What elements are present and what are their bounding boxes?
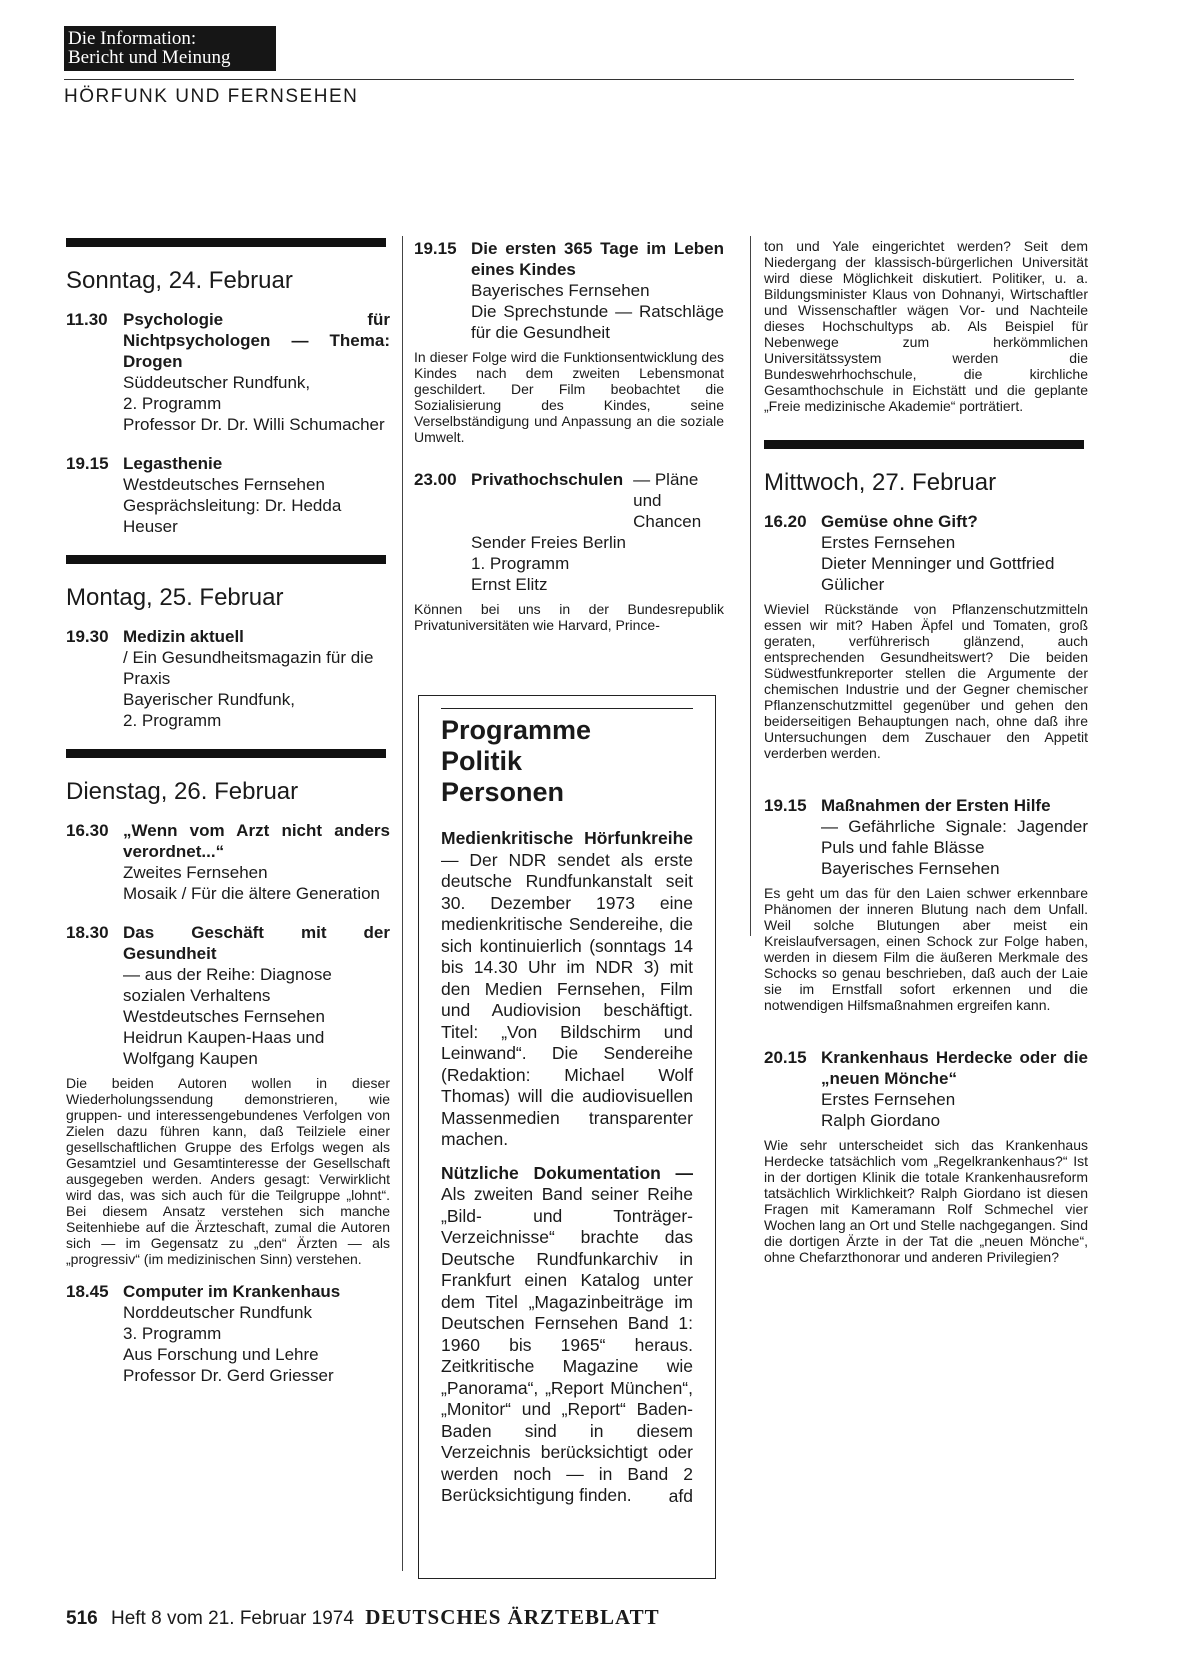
column-divider-2 xyxy=(750,236,751,936)
entry-person: Dieter Menninger und Gottfried Gülicher xyxy=(821,554,1055,594)
entry-title: Privathochschulen xyxy=(471,470,624,489)
header-rule xyxy=(64,79,1074,80)
day-bar xyxy=(66,749,386,758)
entry-channel: 3. Programm xyxy=(123,1324,222,1343)
entry-person: Heidrun Kaupen-Haas und Wolfgang Kaupen xyxy=(123,1028,325,1068)
day-heading-wednesday: Mittwoch, 27. Februar xyxy=(764,469,997,496)
entry-title: „Wenn vom Arzt nicht anders verordnet...“ xyxy=(123,821,390,861)
page-footer xyxy=(66,1605,660,1630)
entry-time: 19.15 xyxy=(414,239,457,258)
entry-channel: 2. Programm xyxy=(123,394,222,413)
badge-line-1: Die Information: xyxy=(68,28,197,49)
badge-line-2: Bericht und Meinung xyxy=(68,47,231,68)
entry-time: 23.00 xyxy=(414,470,457,489)
entry-title: Legasthenie xyxy=(123,454,223,473)
program-entry xyxy=(66,820,390,904)
entry-time: 19.30 xyxy=(66,627,109,646)
entry-time: 19.15 xyxy=(764,796,807,815)
continued-text: ton und Yale eingerichtet werden? Seit dem Niedergang der klassisch-bürgerlichen Universität wird diese Möglichkeit diskutiert. Politiker, u. a. Bildungsminister Klaus von Dohnanyi, Wirtschaftler und Wissenschaftler wägen Vor- und Nachteile dieses Hochschultyps ab. Als Beispiel für Nebenwege zum herkömmlichen Universitätssystem werden die Bundeswehrhochschule, die kirchliche Gesamthochschule in Eichstätt und die geplante „Freie medizinische Akademie“ porträtiert. xyxy=(764,238,1088,414)
entry-title: Das Geschäft mit der Gesundheit xyxy=(123,923,390,963)
box-heading xyxy=(441,715,693,808)
entry-subtitle: — Pläne und Chancen xyxy=(633,470,702,531)
entry-station: Norddeutscher Rundfunk xyxy=(123,1303,313,1322)
program-entry xyxy=(66,309,390,435)
entry-subtitle: — Gefährliche Signale: Jagender Puls und fahle Blässe xyxy=(821,817,1088,857)
entry-person: Ralph Giordano xyxy=(821,1111,941,1130)
section-title: HÖRFUNK UND FERNSEHEN xyxy=(64,86,359,107)
day-heading-tuesday: Dienstag, 26. Februar xyxy=(66,778,299,805)
box-heading-line: Politik xyxy=(441,746,523,776)
entry-station: Westdeutsches Fernsehen xyxy=(123,475,325,494)
entry-person: Gesprächsleitung: Dr. Hedda Heuser xyxy=(123,496,342,536)
program-entry xyxy=(764,795,1088,1013)
program-entry xyxy=(66,922,390,1267)
journal-name: DEUTSCHES ÄRZTEBLATT xyxy=(365,1605,660,1629)
entry-time: 18.45 xyxy=(66,1282,109,1301)
entry-time: 16.20 xyxy=(764,512,807,531)
section-badge xyxy=(64,26,276,71)
entry-title: Gemüse ohne Gift? xyxy=(821,512,978,531)
entry-station: Zweites Fernsehen xyxy=(123,863,268,882)
entry-station: Erstes Fernsehen xyxy=(821,1090,956,1109)
program-entry xyxy=(764,1047,1088,1265)
entry-description: Können bei uns in der Bundesrepublik Privatuniversitäten wie Harvard, Prince- xyxy=(414,601,724,633)
entry-title: Psychologie für Nichtpsychologen — Thema: Drogen xyxy=(123,310,390,371)
entry-subtitle: / Ein Gesundheitsmagazin für die Praxis xyxy=(123,648,374,688)
day-bar xyxy=(66,555,386,564)
entry-channel: 2. Programm xyxy=(123,711,222,730)
program-entry xyxy=(414,238,724,445)
program-entry xyxy=(414,469,724,633)
box-rule xyxy=(441,708,693,709)
entry-title: Computer im Krankenhaus xyxy=(123,1282,341,1301)
entry-description: Es geht um das für den Laien schwer erkennbare Phänomen der inneren Blutung nach dem Unfall. Weil solche Blutungen aber meist ein Kreislaufversagen, einen Schock zur Folge haben, werden in diesem Film die äußeren Merkmale des Schocks so genau beschrieben, daß auch der Laie sie im Ernstfall sofort erkennen und die notwendigen Hilfsmaßnahmen ergreifen kann. xyxy=(764,885,1088,1013)
entry-station: Bayerischer Rundfunk, xyxy=(123,690,295,709)
column-1 xyxy=(66,238,390,1404)
entry-channel: 1. Programm xyxy=(471,554,570,573)
box-heading-line: Personen xyxy=(441,777,565,807)
entry-person: Professor Dr. Dr. Willi Schumacher xyxy=(123,415,385,434)
news-box xyxy=(418,695,716,1579)
entry-description: In dieser Folge wird die Funktionsentwicklung des Kindes nach dem zweiten Lebensmonat geschildert. Der Film beobachtet die Sozialisierung des Kindes, seine Verselbständigung und Anpassung an die soziale Umwelt. xyxy=(414,349,724,445)
box-paragraph-heading: Nützliche Dokumentation — xyxy=(441,1162,693,1183)
column-divider-1 xyxy=(402,236,403,1571)
entry-series: Die Sprechstunde — Ratschläge für die Gesundheit xyxy=(471,302,724,342)
issue-info: Heft 8 vom 21. Februar 1974 xyxy=(110,1608,354,1629)
entry-person: Ernst Elitz xyxy=(471,575,548,594)
entry-series: Aus Forschung und Lehre xyxy=(123,1345,319,1364)
entry-person: Professor Dr. Gerd Griesser xyxy=(123,1366,334,1385)
box-paragraph xyxy=(441,828,693,1151)
day-heading-monday: Montag, 25. Februar xyxy=(66,584,284,611)
program-entry xyxy=(764,511,1088,761)
box-paragraph-body: Als zweiten Band seiner Reihe „Bild- und Tonträger-Verzeichnisse“ brachte das Deutsche Rundfunkarchiv in Frankfurt einen Katalog unter dem Titel „Magazinbeiträge im Deutschen Fernsehen Band 1: 1960 bis 1965“ heraus. Zeitkritische Magazine wie „Panorama“, „Report München“, „Monitor“ und „Report“ Baden-Baden sind in diesem Verzeichnis berücksichtigt oder werden noch — in Band 2 Berücksichtigung finden. xyxy=(441,1184,693,1505)
program-entry xyxy=(66,626,390,731)
entry-station: Süddeutscher Rundfunk, xyxy=(123,373,311,392)
box-heading-line: Programme xyxy=(441,715,592,745)
entry-description: Wie sehr unterscheidet sich das Krankenhaus Herdecke tatsächlich vom „Regelkrankenhaus?“ Ist in der dortigen Klinik die totale Krankenhausreform tatsächlich Wirklichkeit? Ralph Giordano ist diesen Fragen mit Kameramann Rolf Schmechel vier Wochen lang an Ort und Stelle nachgegangen. Sind die dortigen Ärzte in der Tat die „neuen Mönche“, ohne Chefarzthonorar und anderen Privilegien? xyxy=(764,1137,1088,1265)
entry-time: 16.30 xyxy=(66,821,109,840)
entry-title: Die ersten 365 Tage im Leben eines Kindes xyxy=(471,239,724,279)
entry-time: 18.30 xyxy=(66,923,109,942)
page-number: 516 xyxy=(66,1608,98,1629)
entry-description: Wieviel Rückstände von Pflanzenschutzmitteln essen wir mit? Haben Äpfel und Tomaten, groß geraten, verführerisch glänzend, auch entsprechenden Gesundheitswert? Die beiden Südwestfunkreporter stellen die Argumente der chemischen Industrie und der Gegner chemischer Pflanzenschutzmittel gegenüber und gehen den beiderseitigen Behauptungen nach, ohne daß ihre Untersuchungen dem Zuschauer den Appetit verderben werden. xyxy=(764,601,1088,761)
entry-time: 11.30 xyxy=(66,310,108,329)
entry-time: 20.15 xyxy=(764,1048,807,1067)
entry-subtitle: — aus der Reihe: Diagnose sozialen Verhaltens xyxy=(123,965,332,1005)
entry-station: Bayerisches Fernsehen xyxy=(821,859,1000,878)
entry-series: Mosaik / Für die ältere Generation xyxy=(123,884,381,903)
box-paragraph-body: — Der NDR sendet als erste deutsche Rundfunkanstalt seit 30. Dezember 1973 eine medienkritische Sendereihe, die sich kontinuierlich (sonntags 14 bis 14.30 Uhr im NDR 3) mit den Medien Fernsehen, Film und Audiovision beschäftigt. Titel: „Von Bildschirm und Leinwand“. Die Sendereihe (Redaktion: Michael Wolf Thomas) will die audiovisuellen Massenmedien transparenter machen. xyxy=(441,849,693,1149)
entry-title: Krankenhaus Herdecke oder die „neuen Mönche“ xyxy=(821,1048,1088,1088)
entry-station: Bayerisches Fernsehen xyxy=(471,281,650,300)
entry-title: Medizin aktuell xyxy=(123,627,244,646)
entry-title: Maßnahmen der Ersten Hilfe xyxy=(821,796,1051,815)
program-entry xyxy=(66,453,390,537)
entry-station: Sender Freies Berlin xyxy=(471,533,626,552)
day-bar xyxy=(764,440,1084,449)
day-heading-sunday: Sonntag, 24. Februar xyxy=(66,267,293,294)
box-paragraph xyxy=(441,1163,693,1507)
column-2 xyxy=(414,238,724,651)
entry-time: 19.15 xyxy=(66,454,109,473)
program-entry xyxy=(66,1281,390,1386)
column-3 xyxy=(764,238,1088,1283)
day-bar xyxy=(66,238,386,247)
box-signature: afd xyxy=(668,1485,693,1506)
entry-description: Die beiden Autoren wollen in dieser Wiederholungssendung demonstrieren, wie gruppen- und interessengebundenes Verfolgen von Zielen dazu führen kann, daß Teilziele einer gesellschaftlichen Gruppe des Erfolgs wegen als Gesamtziel und Gesamtinteresse der Gesellschaft ausgegeben werden. Anders gesagt: Verwirklicht wird das, was sich auch für die Teilgruppe „lohnt“. Bei diesem Ansatz verstehen sich manche Seitenhiebe auf die Ärzteschaft, zumal die Autoren sich — im Gegensatz zu „den“ Ärzten — als „progressiv“ (im medizinischen Sinn) verstehen. xyxy=(66,1075,390,1267)
entry-station: Erstes Fernsehen xyxy=(821,533,956,552)
box-paragraph-heading: Medienkritische Hörfunkreihe xyxy=(441,828,693,848)
entry-station: Westdeutsches Fernsehen xyxy=(123,1007,325,1026)
